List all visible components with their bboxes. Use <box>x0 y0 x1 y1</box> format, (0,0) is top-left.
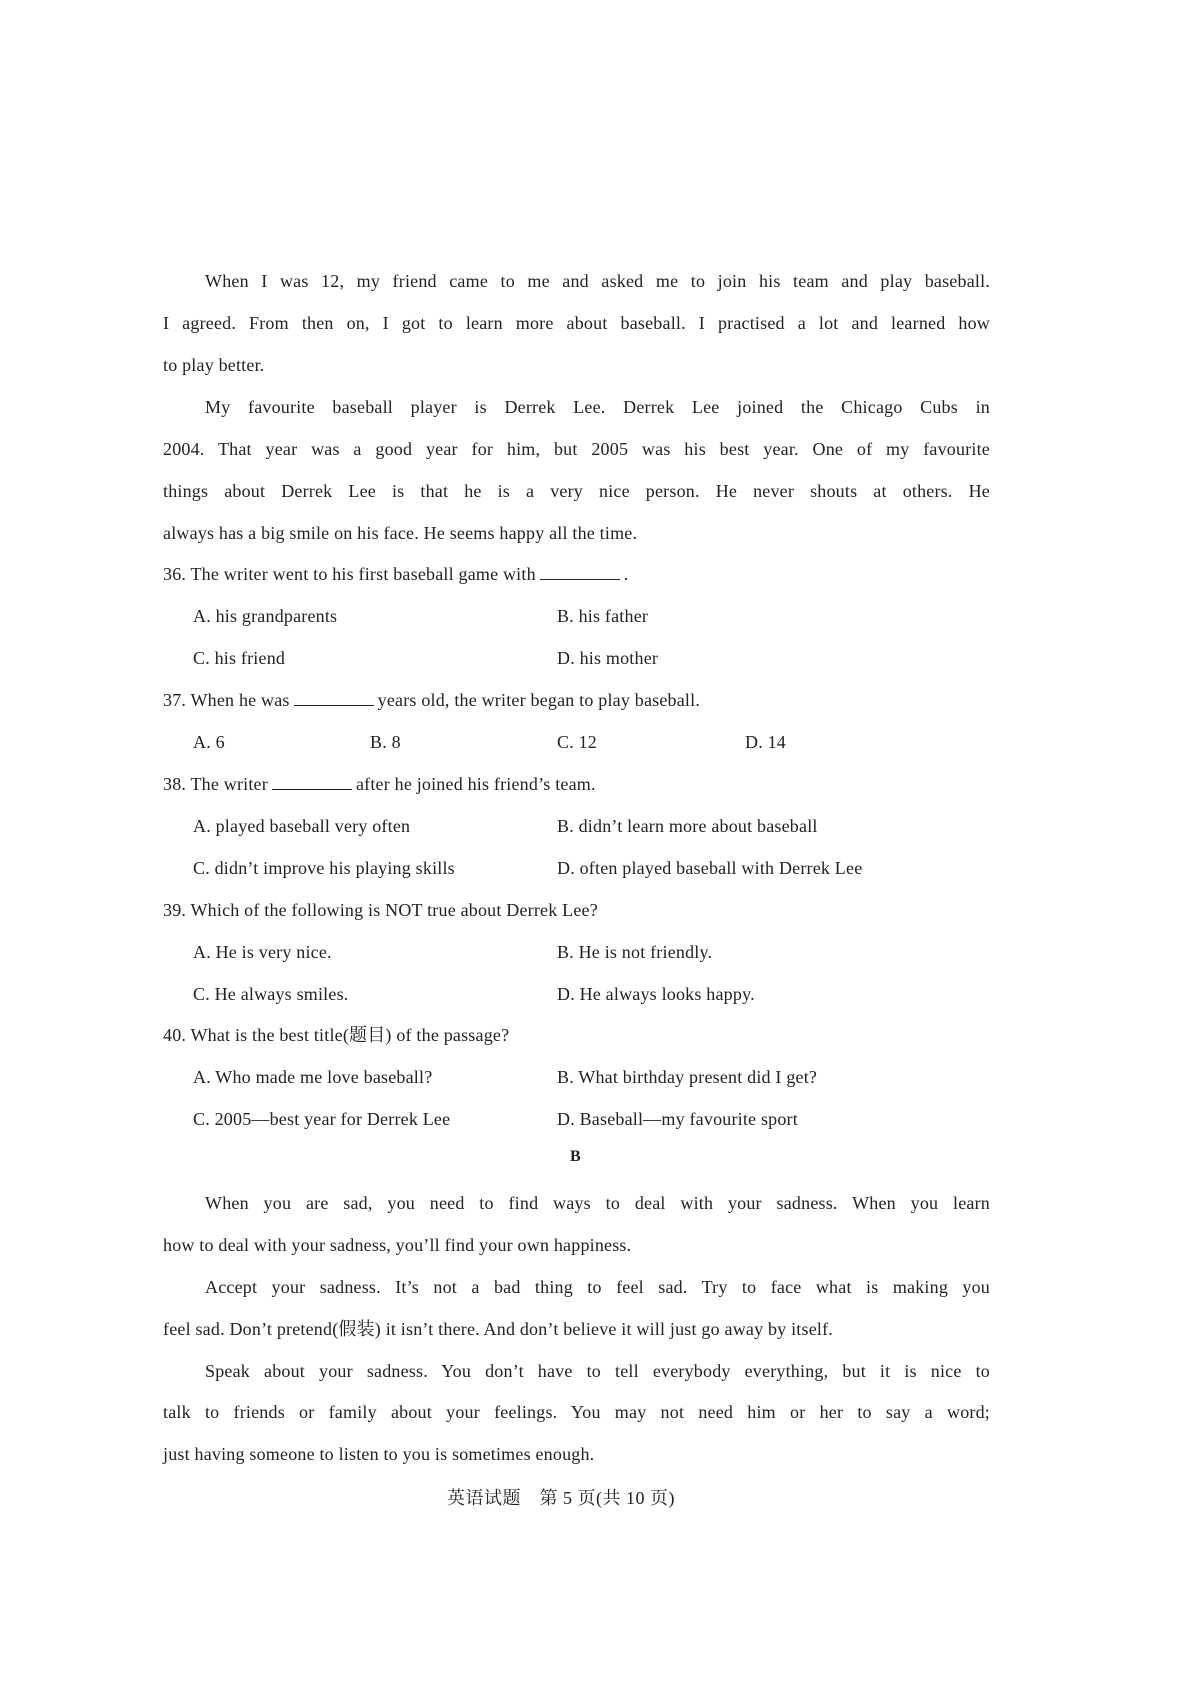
question-40-stem: 40. What is the best title(题目) of the passage? <box>163 1025 510 1045</box>
question-36-option-d: D. his mother <box>557 648 659 668</box>
question-39-option-c: C. He always smiles. <box>193 984 349 1004</box>
question-37-option-b: B. 8 <box>370 732 401 752</box>
question-36-option-c: C. his friend <box>193 648 286 668</box>
section-b-heading: B <box>570 1148 581 1165</box>
passage-a-p2-line1: My favourite baseball player is Derrek Lee. Derrek Lee joined the Chicago Cubs in <box>205 397 990 417</box>
question-36-text: 36. The writer went to his first baseball game with <box>163 564 536 584</box>
passage-a-p2-line3: things about Derrek Lee is that he is a very nice person. He never shouts at others. He <box>163 481 990 501</box>
question-40-option-c: C. 2005—best year for Derrek Lee <box>193 1109 451 1129</box>
passage-b-p1-line2: how to deal with your sadness, you’ll find your own happiness. <box>163 1235 632 1255</box>
passage-b-p2-line2: feel sad. Don’t pretend(假装) it isn’t there. And don’t believe it will just go away by itself. <box>163 1319 833 1339</box>
question-37-stem <box>163 688 700 712</box>
passage-b-p3-line2: talk to friends or family about your feelings. You may not need him or her to say a word; <box>163 1402 990 1422</box>
question-37-text: 37. When he was <box>163 690 290 710</box>
question-39-stem: 39. Which of the following is NOT true about Derrek Lee? <box>163 900 598 920</box>
passage-b-p3-line1: Speak about your sadness. You don’t have to tell everybody everything, but it is nice to <box>205 1361 990 1381</box>
passage-b-p1-line1: When you are sad, you need to find ways to deal with your sadness. When you learn <box>205 1193 990 1213</box>
question-38-text: 38. The writer <box>163 774 268 794</box>
question-39-option-b: B. He is not friendly. <box>557 942 713 962</box>
question-38-option-a: A. played baseball very often <box>193 816 411 836</box>
question-37-option-d: D. 14 <box>745 732 786 752</box>
passage-a-p1-line2: I agreed. From then on, I got to learn more about baseball. I practised a lot and learned how <box>163 313 990 333</box>
question-36-option-a: A. his grandparents <box>193 606 338 626</box>
passage-a-p1-line1: When I was 12, my friend came to me and asked me to join his team and play baseball. <box>205 271 990 291</box>
question-36-option-b: B. his father <box>557 606 649 626</box>
question-38-stem <box>163 772 596 796</box>
question-40-option-d: D. Baseball—my favourite sport <box>557 1109 798 1129</box>
passage-b-p3-line3: just having someone to listen to you is sometimes enough. <box>163 1444 595 1464</box>
question-38-option-d: D. often played baseball with Derrek Lee <box>557 858 863 878</box>
answer-blank <box>540 563 620 580</box>
answer-blank <box>294 689 374 706</box>
passage-a-p1-line3: to play better. <box>163 355 265 375</box>
question-38-option-b: B. didn’t learn more about baseball <box>557 816 818 836</box>
passage-a-p2-line4: always has a big smile on his face. He seems happy all the time. <box>163 523 638 543</box>
question-36-text-end: . <box>623 564 629 584</box>
question-40-option-a: A. Who made me love baseball? <box>193 1067 433 1087</box>
question-40-option-b: B. What birthday present did I get? <box>557 1067 818 1087</box>
question-39-option-d: D. He always looks happy. <box>557 984 755 1004</box>
question-38-option-c: C. didn’t improve his playing skills <box>193 858 455 878</box>
question-37-option-c: C. 12 <box>557 732 598 752</box>
answer-blank <box>272 773 352 790</box>
question-37-option-a: A. 6 <box>193 732 225 752</box>
question-38-text-end: after he joined his friend’s team. <box>355 774 596 794</box>
passage-a-p2-line2: 2004. That year was a good year for him, but 2005 was his best year. One of my favourite <box>163 439 990 459</box>
passage-b-p2-line1: Accept your sadness. It’s not a bad thing to feel sad. Try to face what is making you <box>205 1277 990 1297</box>
question-37-text-end: years old, the writer began to play baseball. <box>377 690 701 710</box>
question-39-option-a: A. He is very nice. <box>193 942 332 962</box>
question-36-stem <box>163 562 629 586</box>
page-footer: 英语试题 第 5 页(共 10 页) <box>447 1488 675 1508</box>
